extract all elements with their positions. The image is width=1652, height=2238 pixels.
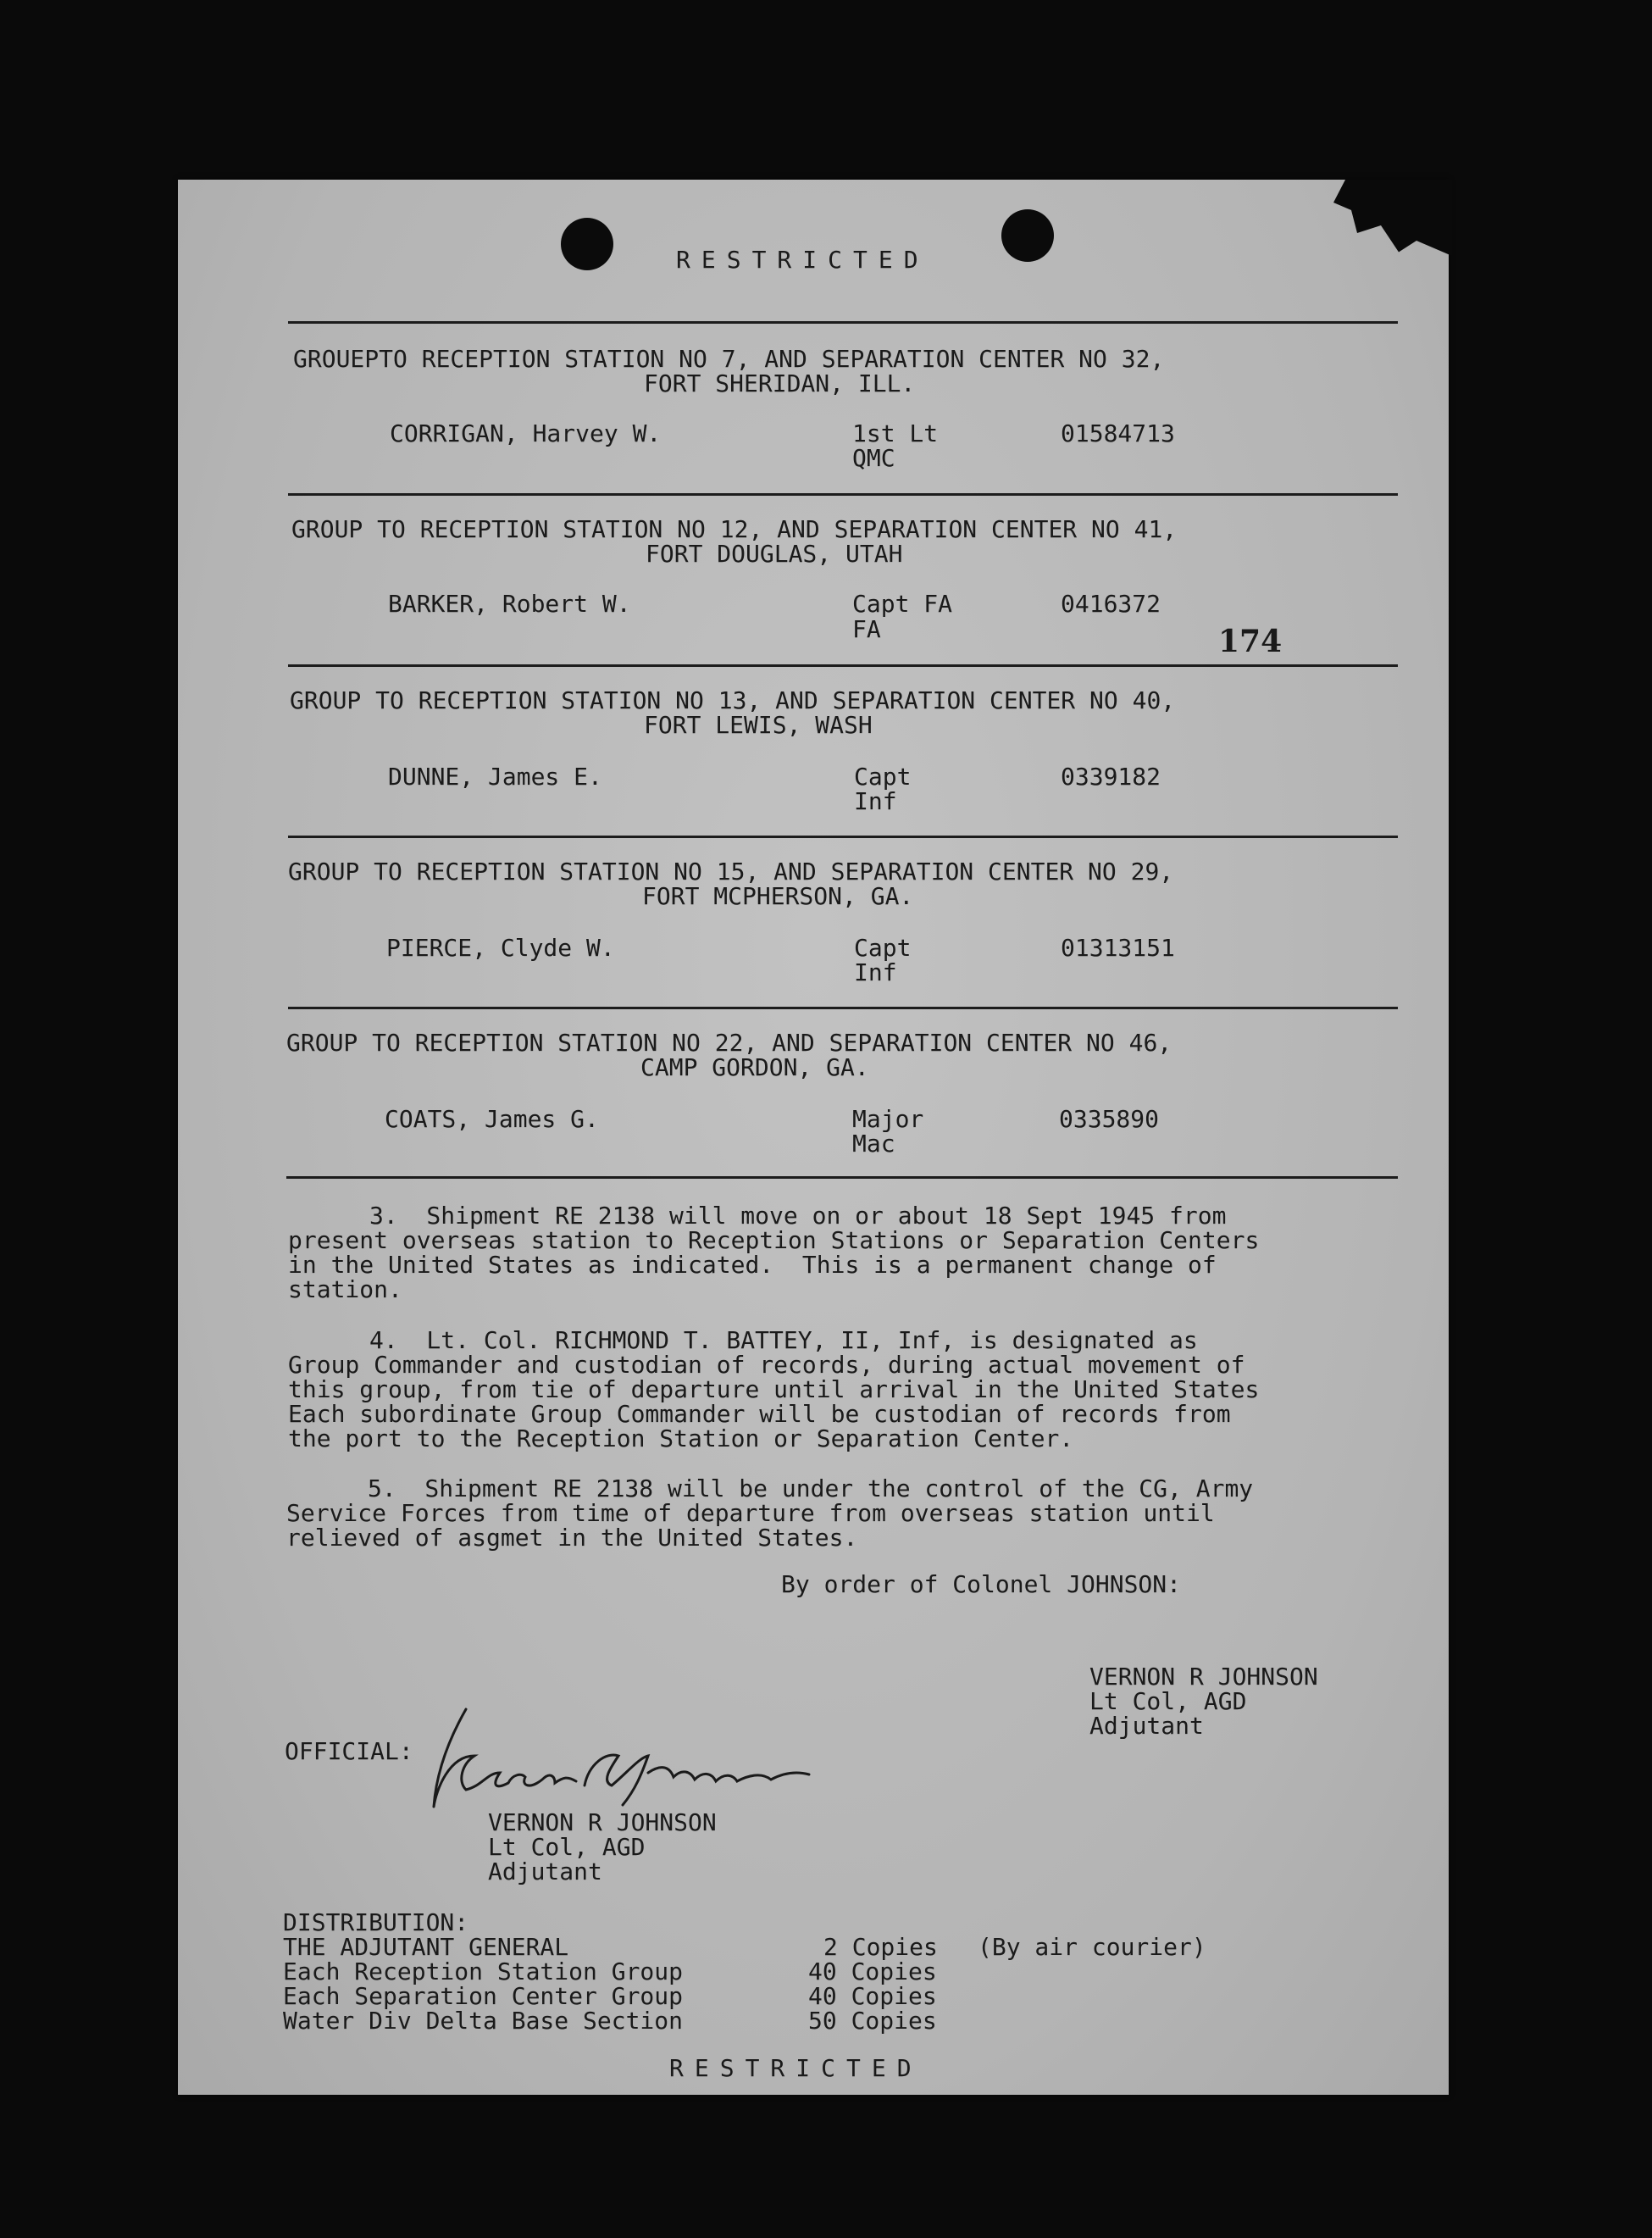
group-location: FORT MCPHERSON, GA. [642,882,914,910]
officer-serial: 01313151 [1061,934,1175,962]
paragraph-4-line: the port to the Reception Station or Separation Center. [288,1424,1074,1452]
paragraph-4-line: Group Commander and custodian of records, during actual movement of [288,1351,1245,1379]
punch-hole-left [561,218,613,270]
paragraph-3-line: station. [288,1275,402,1303]
group-location: FORT LEWIS, WASH [644,711,873,739]
officer-serial: 01584713 [1061,419,1175,447]
officer-rank: 1st Lt [852,419,939,447]
restricted-header: RESTRICTED [676,246,929,274]
signer-name: VERNON R JOHNSON [1089,1663,1318,1691]
officer-name: PIERCE, Clyde W. [386,934,615,962]
group-location: FORT DOUGLAS, UTAH [646,540,903,568]
officer-serial: 0335890 [1059,1105,1160,1133]
paragraph-3-line: 3. Shipment RE 2138 will move on or about 18 Sept 1945 from [369,1202,1227,1230]
group-location: FORT SHERIDAN, ILL. [644,369,916,397]
divider [286,1176,1398,1179]
officer-rank: Major [852,1105,924,1133]
group-heading: GROUEPTO RECEPTION STATION NO 7, AND SEPARATION CENTER NO 32, [293,345,1165,373]
official-name: VERNON R JOHNSON [488,1808,717,1836]
distribution-recipient: THE ADJUTANT GENERAL [283,1933,569,1961]
officer-branch: FA [852,615,881,643]
order-line: By order of Colonel JOHNSON: [781,1570,1182,1598]
distribution-label: DISTRIBUTION: [283,1908,469,1936]
paragraph-3-line: in the United States as indicated. This is a permanent change of [288,1251,1217,1279]
officer-name: DUNNE, James E. [388,763,602,791]
paragraph-4-line: this group, from tie of departure until arrival in the United States [288,1375,1260,1403]
divider [288,321,1398,324]
restricted-footer: RESTRICTED [669,2054,923,2082]
distribution-note: (By air courier) [978,1933,1206,1961]
paragraph-3-line: present overseas station to Reception Stations or Separation Centers [288,1226,1260,1254]
divider [288,836,1398,838]
officer-name: CORRIGAN, Harvey W. [390,419,662,447]
officer-serial: 0339182 [1061,763,1161,791]
paragraph-5-line: 5. Shipment RE 2138 will be under the control of the CG, Army [368,1474,1254,1502]
paragraph-5-line: relieved of asgmet in the United States. [286,1524,858,1552]
divider [288,1007,1398,1009]
officer-branch: QMC [852,444,895,472]
document-page [178,180,1449,2095]
officer-rank: Capt [854,763,912,791]
group-location: CAMP GORDON, GA. [640,1053,869,1081]
distribution-recipient: Water Div Delta Base Section [283,2007,684,2035]
signer-rank: Lt Col, AGD [1089,1687,1247,1715]
group-heading: GROUP TO RECEPTION STATION NO 22, AND SEPARATION CENTER NO 46, [286,1029,1172,1057]
divider [288,664,1398,667]
distribution-recipient: Each Separation Center Group [283,1982,684,2010]
distribution-count: 50 Copies [808,2007,937,2035]
officer-branch: Mac [852,1130,895,1158]
group-heading: GROUP TO RECEPTION STATION NO 15, AND SEPARATION CENTER NO 29, [288,858,1174,886]
page-number: 174 [1218,624,1283,659]
signer-title: Adjutant [1089,1712,1204,1740]
paragraph-5-line: Service Forces from time of departure from overseas station until [286,1499,1215,1527]
officer-rank: Capt FA [852,590,953,618]
punch-hole-right [1001,209,1054,262]
official-rank: Lt Col, AGD [488,1833,646,1861]
distribution-count: 40 Copies [808,1982,937,2010]
official-title: Adjutant [488,1858,602,1885]
divider [288,493,1398,496]
official-label: OFFICIAL: [285,1737,413,1765]
officer-rank: Capt [854,934,912,962]
officer-name: BARKER, Robert W. [388,590,631,618]
group-heading: GROUP TO RECEPTION STATION NO 12, AND SEPARATION CENTER NO 41, [291,515,1178,543]
distribution-recipient: Each Reception Station Group [283,1958,684,1985]
group-heading: GROUP TO RECEPTION STATION NO 13, AND SEPARATION CENTER NO 40, [290,686,1176,714]
distribution-count: 40 Copies [808,1958,937,1985]
officer-branch: Inf [854,787,897,815]
officer-name: COATS, James G. [385,1105,599,1133]
paragraph-4-line: Each subordinate Group Commander will be custodian of records from [288,1400,1231,1428]
torn-corner [1333,180,1452,256]
officer-branch: Inf [854,958,897,986]
distribution-count: 2 Copies [823,1933,938,1961]
paragraph-4-line: 4. Lt. Col. RICHMOND T. BATTEY, II, Inf, is designated as [369,1326,1198,1354]
officer-serial: 0416372 [1061,590,1161,618]
